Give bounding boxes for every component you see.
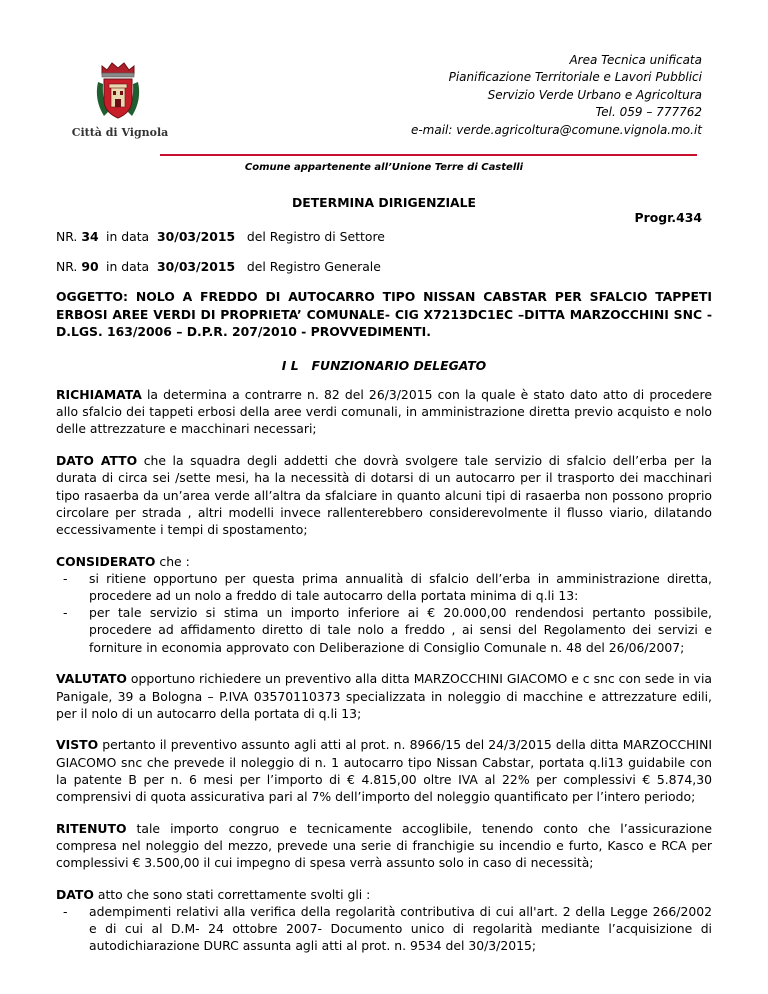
city-crest-icon [94,60,142,122]
office-email: e-mail: verde.agricoltura@comune.vignola.mo.it [410,122,702,137]
dato-list [56,903,712,955]
paragraph-valutato: VALUTATO opportuno richiedere un preventivo alla ditta MARZOCCHINI GIACOMO e c snc con sede in via Panigale, 39 a Bologna – P.IVA 03570110373 specializzata in noleggio di macchine e attrezzature edili, per il nolo di un autocarro della portata di q.li 13; [56,671,712,721]
list-item: - si ritiene opportuno per questa prima annualità di sfalcio dell’erba in amministrazione diretta, procedere ad un nolo a freddo di tale autocarro della portata minima di q.li 13: [63,570,712,604]
document-subject: OGGETTO: NOLO A FREDDO DI AUTOCARRO TIPO NISSAN CABSTAR PER SFALCIO TAPPETI ERBOSI AREE VERDI DI PROPRIETA’ COMUNALE- CIG X7213DC1EC –DITTA MARZOCCHINI SNC - D.LGS. 163/2006 – D.P.R. 207/2010 - PROVVEDIMENTI. [56,289,712,339]
paragraph-dato: DATO atto che sono stati correttamente svolti gli : [56,886,371,902]
union-line: Comune appartenente all’Unione Terre di Castelli [244,162,524,173]
considerato-list [56,570,712,656]
header-divider [160,154,697,156]
office-info [411,52,702,139]
list-item: - adempimenti relativi alla verifica della regolarità contributiva di cui all'art. 2 della Legge 266/2002 e di cui al D.M- 24 ottobre 2007- Documento unico di regolarità mediante l’acquisizione di autodichiarazione DURC assunta agli atti al prot. n. 9534 del 30/3/2015; [63,904,712,954]
office-phone: Tel. 059 – 777762 [595,105,702,120]
paragraph-dato-atto: DATO ATTO che la squadra degli addetti che dovrà svolgere tale servizio di sfalcio dell’erba per la durata di circa sei /sette mesi, ha la necessità di dotarsi di un autocarro per il trasporto dei macchinari tipo rasaerba da un’area verde all’altra da sfalciare in quanto alcuni tipi di rasaerba non possono proprio circolare per strada , altri modelli invece rallenterebbero considerevolmente il flusso viario, dilatando eccessivamente i tempi di spostamento; [56,453,712,537]
office-area: Area Tecnica unificata [569,53,702,67]
paragraph-visto: VISTO pertanto il preventivo assunto agli atti al prot. n. 8966/15 del 24/3/2015 della ditta MARZOCCHINI GIACOMO snc che prevede il noleggio di n. 1 autocarro tipo Nissan Cabstar, portata q.li13 guidabile con la patente B per n. 6 mesi per l’importo di € 4.815,00 oltre IVA al 22% per complessivi € 5.874,30 comprensivi di quota assicurativa pari al 7% dell’importo del noleggio quantificato per l’intero periodo; [56,737,712,805]
progressive-number: Progr.434 [634,210,702,225]
office-service: Servizio Verde Urbano e Agricoltura [487,87,702,102]
registration-sector: NR. 34 in data 30/03/2015 del Registro di Settore [56,229,385,244]
document-body [56,386,712,969]
document-title: DETERMINA DIRIGENZIALE [291,195,476,210]
registration-general: NR. 90 in data 30/03/2015 del Registro Generale [56,259,381,274]
city-name: Città di Vignola [71,126,169,139]
list-item: - per tale servizio si stima un importo inferiore ai € 20.000,00 rendendosi pertanto possibile, procedere ad affidamento diretto di tale nolo a freddo , ai sensi del Regolamento dei servizi e forniture in economia approvato con Deliberazione di Consiglio Comunale n. 48 del 26/06/2007; [63,605,712,655]
paragraph-considerato: CONSIDERATO che : [56,553,190,569]
paragraph-ritenuto: RITENUTO tale importo congruo e tecnicamente accoglibile, tenendo conto che l’assicurazione compresa nel noleggio del mezzo, prevede una serie di franchigie su incendio e furto, Kasco e RCA per complessivi € 3.500,00 il cui impegno di spesa verrà assunto solo in caso di necessità; [56,820,712,871]
official-heading: I L FUNZIONARIO DELEGATO [281,358,487,373]
office-department: Pianificazione Territoriale e Lavori Pubblici [448,70,702,85]
paragraph-richiamata: RICHIAMATA la determina a contrarre n. 82 del 26/3/2015 con la quale è stato dato atto di procedere allo sfalcio dei tappeti erbosi della aree verdi comunali, in amministrazione diretta previo acquisto e nolo delle attrezzature e macchinari necessari; [56,387,712,437]
